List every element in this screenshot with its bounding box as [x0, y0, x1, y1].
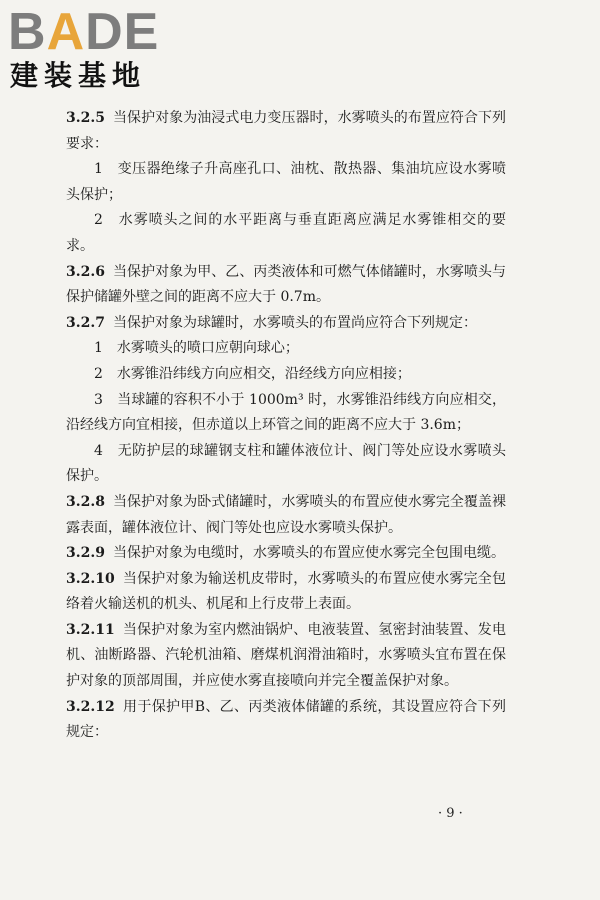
clause-paragraph — [66, 695, 506, 746]
clause-number: 3.2.6 — [66, 263, 105, 280]
clause-number: 3.2.10 — [66, 570, 115, 587]
logo-wordmark: BADE — [8, 3, 160, 61]
clause-text: 当保护对象为甲、乙、丙类液体和可燃气体储罐时，水雾喷头与保护储罐外壁之间的距离不应大于 0.7m。 — [66, 263, 506, 306]
clause-paragraph — [66, 260, 506, 311]
clause-paragraph — [66, 106, 506, 157]
list-item: 2 水雾喷头之间的水平距离与垂直距离应满足水雾锥相交的要求。 — [66, 212, 506, 254]
list-item: 4 无防护层的球罐钢支柱和罐体液位计、阀门等处应设水雾喷头保护。 — [66, 442, 506, 485]
clause-text: 用于保护甲B、乙、丙类液体储罐的系统，其设置应符合下列规定： — [66, 698, 506, 741]
clause-paragraph — [66, 311, 506, 337]
clause-text: 当保护对象为球罐时，水雾喷头的布置尚应符合下列规定： — [112, 314, 477, 331]
list-item: 1 变压器绝缘子升高座孔口、油枕、散热器、集油坑应设水雾喷头保护； — [66, 161, 506, 203]
list-item: 2 水雾锥沿纬线方向应相交，沿经线方向应相接； — [94, 365, 411, 382]
clause-number: 3.2.11 — [66, 621, 115, 638]
logo-accent-letter: A — [46, 3, 86, 61]
clause-number: 3.2.9 — [66, 545, 105, 562]
clause-paragraph — [66, 567, 506, 618]
clause-text: 当保护对象为电缆时，水雾喷头的布置应使水雾完全包围电缆。 — [112, 545, 505, 562]
page-number: · 9 · — [438, 806, 463, 821]
list-item: 1 水雾喷头的喷口应朝向球心； — [94, 340, 299, 357]
brand-logo — [8, 4, 208, 96]
clause-number: 3.2.8 — [66, 493, 105, 510]
clause-number: 3.2.5 — [66, 110, 105, 126]
clause-number: 3.2.12 — [66, 698, 115, 715]
clause-paragraph — [66, 541, 506, 567]
logo-subtitle: 建装基地 — [10, 59, 147, 92]
list-item: 3 当球罐的容积不小于 1000m³ 时，水雾锥沿纬线方向应相交，沿经线方向宜相接，但赤道以上环管之间的距离不应大于 3.6m； — [66, 391, 506, 434]
clause-paragraph — [66, 490, 506, 541]
clause-text: 当保护对象为室内燃油锅炉、电液装置、氢密封油装置、发电机、油断路器、汽轮机油箱、磨煤机润滑油箱时，水雾喷头宜布置在保护对象的顶部周围，并应使水雾直接喷向并完全覆盖保护对象。 — [66, 621, 506, 690]
clause-paragraph — [66, 618, 506, 695]
clause-text: 当保护对象为油浸式电力变压器时，水雾喷头的布置应符合下列要求： — [66, 110, 506, 152]
clause-text: 当保护对象为卧式储罐时，水雾喷头的布置应使水雾完全覆盖裸露表面，罐体液位计、阀门等处也应设水雾喷头保护。 — [66, 493, 506, 536]
clause-text: 当保护对象为输送机皮带时，水雾喷头的布置应使水雾完全包络着火输送机的机头、机尾和上行皮带上表面。 — [66, 570, 506, 613]
document-body — [66, 106, 506, 746]
clause-number: 3.2.7 — [66, 314, 105, 331]
